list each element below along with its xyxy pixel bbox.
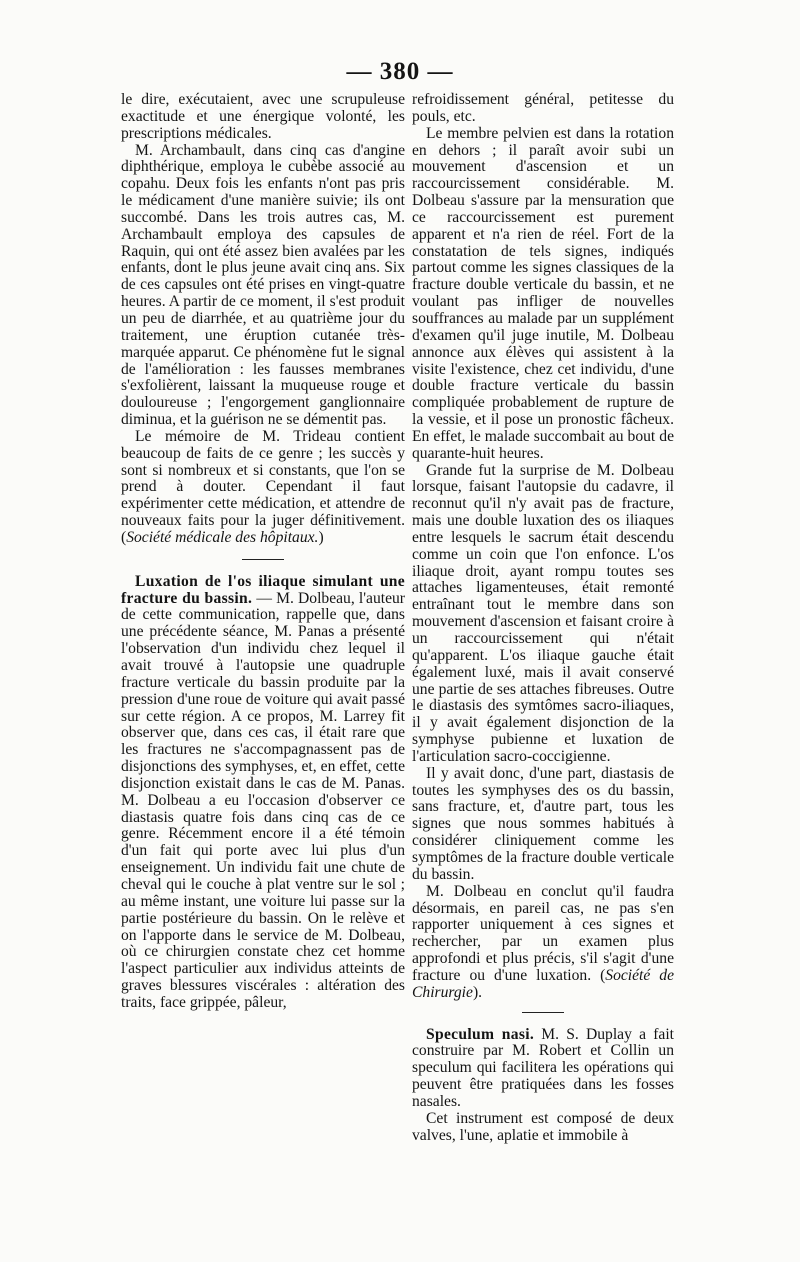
paragraph: refroidissement général, petitesse du pouls, etc. xyxy=(412,91,674,125)
paragraph xyxy=(412,884,674,1002)
paragraph: le dire, exécutaient, avec une scrupuleuse exactitude et une énergique volonté, les prescriptions médicales. xyxy=(121,91,405,142)
paragraph xyxy=(121,574,405,1012)
section-divider xyxy=(522,1012,564,1013)
paragraph xyxy=(412,1027,674,1111)
paragraph: M. Archambault, dans cinq cas d'angine diphthérique, employa le cubèbe associé au copahu. Deux fois les enfants n'ont pas pris le médicament d'une manière suivie; ils ont succombé. Dans les trois autres cas, M. Archambault employa des capsules de Raquin, qui ont été assez bien avalées par les enfants, dont le plus jeune avait cinq ans. Six de ces capsules ont été prises en vingt-quatre heures. A partir de ce moment, il s'est produit un peu de diarrhée, et au quatrième jour du traitement, une éruption cutanée très-marquée apparut. Ce phénomène fut le signal de l'amélioration : les fausses membranes s'exfolièrent, laissant la muqueuse rouge et douloureuse ; l'engorgement ganglionnaire diminua, et la guérison ne se démentit pas. xyxy=(121,141,405,429)
paragraph-text: — M. Dolbeau, l'auteur de cette communication, rappelle que, dans une précédente séance, M. Panas a présenté l'observation d'un individu chez lequel il avait trouvé à l'autopsie une quadruple fracture verticale du bassin produite par la pression d'une roue de voiture qui avait passé sur cette région. A ce propos, M. Larrey fit observer que, dans ces cas, il était rare que les fractures ne s'accompagnassent pas de disjonctions des symphyses, et, en effet, cette disjonction existait dans le cas de M. Panas. M. Dolbeau a eu l'occasion d'observer ce diastasis quatre fois dans cinq cas de ce genre. Récemment encore il a été témoin d'un fait qui porte avec lui plus d'un enseignement. Un individu fait une chute de cheval qui le couche à plat ventre sur le sol ; au même instant, une voiture lui passe sur la partie postérieure du bassin. On le relève et on l'apporte dans le service de M. Dolbeau, où ce chirurgien constate chez cet homme l'aspect particulier aux individus atteints de graves blessures viscérales : altération des traits, face grippée, pâleur, xyxy=(121,589,405,1011)
paragraph-text: Le mémoire de M. Trideau contient beaucoup de faits de ce genre ; les succès y sont si nombreux et si constants, que l'on se prend à douter. Cependant il faut expérimenter cette médication, et attendre de nouveaux faits pour la juger définitivement. ( xyxy=(121,427,405,546)
paragraph: Il y avait donc, d'une part, diastasis de toutes les symphyses des os du bassin, sans fracture, et, d'autre part, tous les signes que nous sommes habitués à considérer cliniquement comme les symptômes de la fracture double verticale du bassin. xyxy=(412,764,674,883)
paragraph-text: ) xyxy=(318,528,324,546)
section-heading: Luxation de l'os iliaque simulant une fracture du bassin. xyxy=(121,572,405,607)
paragraph xyxy=(121,429,405,547)
left-column xyxy=(121,92,405,1012)
page-number: — 380 — xyxy=(346,58,454,85)
source-citation: Société médicale des hôpitaux. xyxy=(126,528,319,546)
paragraph-text: ). xyxy=(472,983,483,1001)
source-citation: Société de Chirurgie xyxy=(412,966,674,1001)
section-divider xyxy=(242,559,284,560)
paragraph-text: M. Dolbeau en conclut qu'il faudra désormais, en pareil cas, ne pas s'en rapporter uniquement à ces signes et rechercher, par un examen plus approfondi et plus précis, s'il s'agit d'une fracture ou d'une luxation. ( xyxy=(412,882,674,984)
section-heading: Speculum nasi. xyxy=(426,1025,535,1043)
paragraph: Grande fut la surprise de M. Dolbeau lorsque, faisant l'autopsie du cadavre, il reconnut qu'il n'y avait pas de fracture, mais une double luxation des os iliaques entre lesquels le sacrum était descendu comme un coin que l'on enfonce. L'os iliaque droit, ayant rompu toutes ses attaches ligamenteuses, était remonté entraînant tout le membre dans son mouvement d'ascension et faisant croire à un raccourcissement qui n'était qu'apparent. L'os iliaque gauche était également luxé, mais il avait conservé une partie de ses attaches fibreuses. Outre le diastasis des symtômes sacro-iliaques, il y avait également disjonction de la symphyse pubienne et luxation de l'articulation sacro-coccigienne. xyxy=(412,461,674,765)
paragraph: Le membre pelvien est dans la rotation en dehors ; il paraît avoir subi un mouvement d'ascension et un raccourcissement considérable. M. Dolbeau s'assure par la mensuration que ce raccourcissement est purement apparent et n'a rien de réel. Fort de la constatation de tels signes, indiqués partout comme les signes classiques de la fracture double verticale du bassin, et ne voulant pas infliger de nouvelles souffrances au malade par un supplément d'examen qu'il juge inutile, M. Dolbeau annonce aux élèves qui assistent à la visite l'existence, chez cet individu, d'une double fracture verticale du bassin compliquée probablement de rupture de la vessie, et il pose un pronostic fâcheux. En effet, le malade succombait au bout de quarante-huit heures. xyxy=(412,124,674,462)
right-column xyxy=(412,92,674,1144)
paragraph: Cet instrument est composé de deux valves, l'une, aplatie et immobile à xyxy=(412,1109,674,1144)
paragraph-text: M. S. Duplay a fait construire par M. Robert et Collin un speculum qui facilitera les opérations qui peuvent être pratiquées dans les fosses nasales. xyxy=(412,1025,674,1110)
